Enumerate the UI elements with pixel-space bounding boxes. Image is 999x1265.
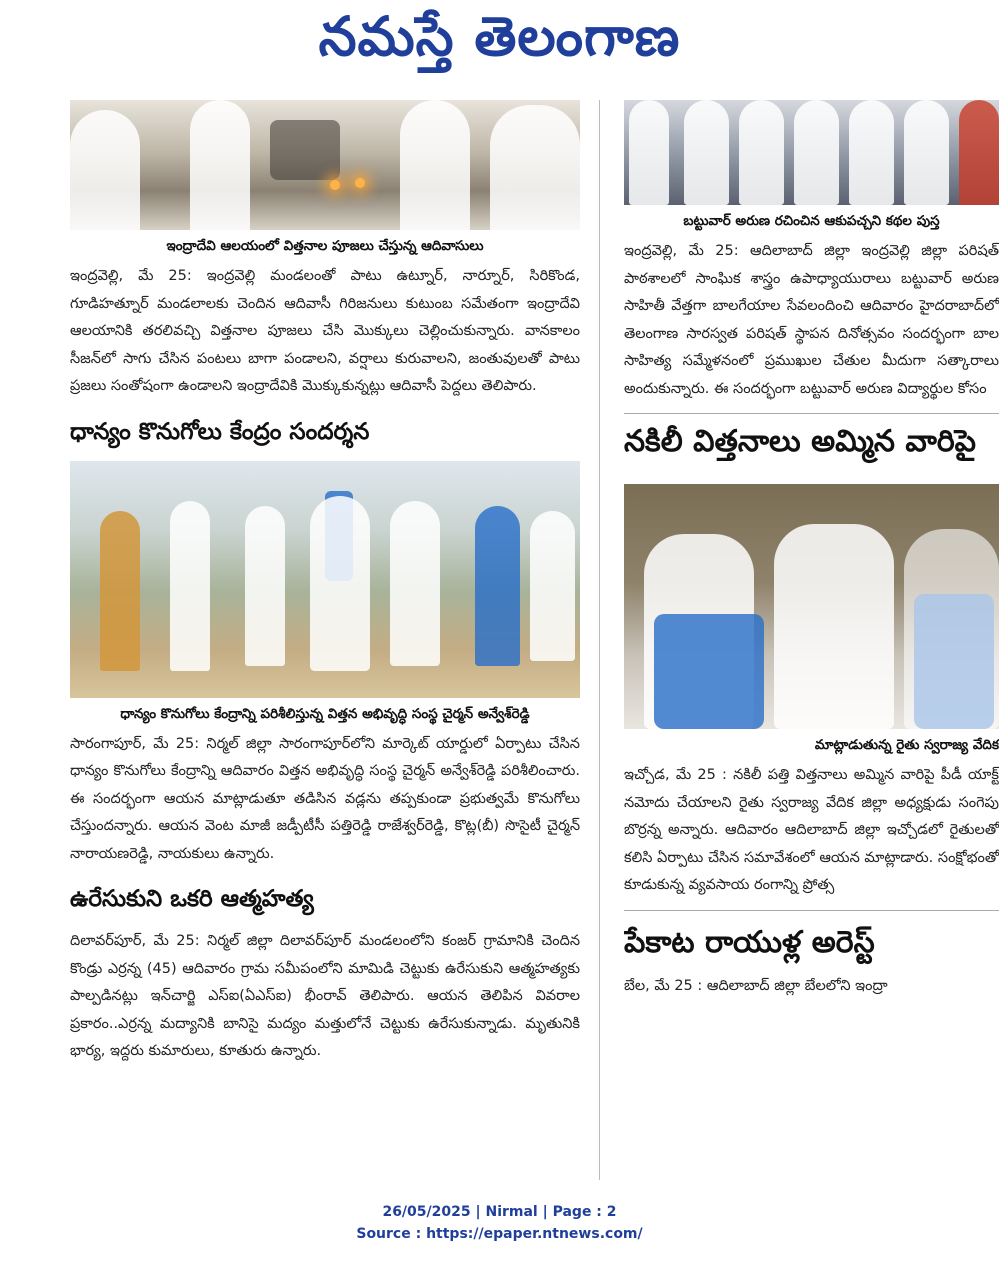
temple-photo — [70, 100, 580, 230]
suicide-story-body: దిలావర్‌పూర్, మే 25: నిర్మల్ జిల్లా దిలావర్‌పూర్ మండలంలోని కంజర్ గ్రామానికి చెందిన కొండ్రు ఎర్రన్న (45) ఆదివారం గ్రామ సమీపంలోని మామిడి చెట్టుకు ఉరేసుకుని ఆత్మహత్యకు పాల్పడినట్లు ఇన్‌చార్జి ఎస్ఐ(ఏఎస్ఐ) భీంరావ్ తెలిపారు. ఆయన తెలిపిన వివరాల ప్రకారం..ఎర్రన్న మద్యానికి బానిసై మద్యం మత్తులోనే చెట్టుకు ఉరేసుకున్నాడు. మృతునికి భార్య, ఇద్దరు కుమారులు, కూతురు ఉన్నారు. — [70, 933, 580, 1059]
source-link[interactable]: Source : https://epaper.ntnews.com/ — [356, 1226, 643, 1242]
temple-photo-caption: ఇంద్రాదేవి ఆలయంలో విత్తనాల పూజలు చేస్తున్న ఆదివాసులు — [166, 238, 484, 254]
masthead: నమస్తే తెలంగాణ — [318, 4, 681, 68]
farmers-photo-caption: మాట్లాడుతున్న రైతు స్వరాజ్య వేదిక — [814, 737, 999, 753]
section-rule-2 — [624, 910, 999, 911]
book-release-photo — [624, 100, 999, 205]
gambling-arrest-headline: పేకాట రాయుళ్ల అరెస్ట్ — [624, 924, 875, 960]
edition-info: 26/05/2025 | Nirmal | Page : 2 — [382, 1204, 617, 1220]
page-footer — [0, 1201, 999, 1245]
farmers-photo — [624, 484, 999, 729]
grain-center-photo — [70, 461, 580, 698]
section-rule — [624, 413, 999, 414]
fake-seeds-story-body: ఇచ్చోడ, మే 25 : నకిలీ పత్తి విత్తనాలు అమ్మిన వారిపై పీడీ యాక్ట్ నమోదు చేయాలని రైతు స్వరాజ్య వేదిక జిల్లా అధ్యక్షుడు సంగెపు బొర్రన్న అన్నారు. ఆదివారం ఆదిలాబాద్ జిల్లా ఇచ్చోడలో రైతులతో కలిసి ఏర్పాటు చేసిన సమావేశంలో ఆయన మాట్లాడారు. సంక్షోభంతో కూడుకున్న వ్యవసాయ రంగాన్ని ప్రోత్స — [624, 767, 999, 893]
grain-center-story-body: సారంగాపూర్, మే 25: నిర్మల్ జిల్లా సారంగాపూర్‌లోని మార్కెట్ యార్డులో ఏర్పాటు చేసిన ధాన్యం కొనుగోలు కేంద్రాన్ని ఆదివారం విత్తన అభివృద్ధి సంస్థ చైర్మన్ అన్వేశ్‌రెడ్డి పరిశీలించారు. ఈ సందర్భంగా ఆయన మాట్లాడుతూ తడిసిన వడ్లను తప్పకుండా ప్రభుత్వమే కొనుగోలు చేస్తుందన్నారు. ఆయన వెంట మాజీ జడ్పీటీసీ పత్తిరెడ్డి రాజేశ్వర్‌రెడ్డి, కొట్ల(బీ) సొసైటీ చైర్మన్ నారాయణరెడ్డి, నాయకులు ఉన్నారు. — [70, 735, 580, 862]
suicide-headline: ఉరేసుకుని ఒకరి ఆత్మహత్య — [70, 886, 314, 912]
column-divider — [599, 100, 600, 1180]
gambling-arrest-story-body: బేల, మే 25 : ఆదిలాబాద్ జిల్లా బేలలోని ఇంద్రా — [624, 977, 888, 994]
fake-seeds-headline: నకిలీ విత్తనాలు అమ్మిన వారిపై — [624, 424, 976, 459]
grain-center-photo-caption: ధాన్యం కొనుగోలు కేంద్రాన్ని పరిశీలిస్తున్న విత్తన అభివృద్ధి సంస్థ చైర్మన్ అన్వేశ్‌రెడ్డి — [120, 705, 530, 722]
left-column — [70, 100, 580, 1066]
right-column — [624, 100, 999, 1000]
grain-center-headline: ధాన్యం కొనుగోలు కేంద్రం సందర్శన — [70, 418, 370, 445]
temple-story-body: ఇంద్రవెల్లి, మే 25: ఇంద్రవెల్లి మండలంతో పాటు ఉట్నూర్, నార్నూర్, సిరికొండ, గూడిహత్నూర్ మండలాలకు చెందిన ఆదివాసీ గిరిజనులు కుటుంబ సమేతంగా ఇంద్రాదేవి ఆలయానికి తరలివచ్చి విత్తనాల పూజలు చేసి మొక్కులు చెల్లించుకున్నారు. వానకాలం సీజన్‌లో సాగు చేసిన పంటలు బాగా పండాలని, వర్షాలు కురువాలని, జంతువులతో పాటు ప్రజలు సంతోషంగా ఉండాలని ఇంద్రాదేవికి మొక్కుకున్నట్లు ఆదివాసీ పెద్దలు తెలిపారు. — [70, 268, 580, 394]
book-release-photo-caption: బట్టువార్ అరుణ రచించిన ఆకుపచ్చని కథల పుస్త — [683, 213, 940, 229]
book-release-story-body: ఇంద్రవెల్లి, మే 25: ఆదిలాబాద్ జిల్లా ఇంద్రవెల్లి జిల్లా పరిషత్ పాఠశాలలో సాంఘిక శాస్త్రం ఉపాధ్యాయురాలు బట్టువార్ అరుణ సాహితీ వేత్తగా బాలగేయాల సేవలందించి ఆదివారం హైదరాబాద్‌లో తెలంగాణ సారస్వత పరిషత్ స్థాపన దినోత్సవం సందర్భంగా బాల సాహిత్య సమ్మేళనంలో ప్రముఖుల చేతుల మీదుగా సత్కారాలు అందుకున్నారు. ఈ సందర్భంగా బట్టువార్ అరుణ విద్యార్థుల కోసం — [624, 243, 999, 397]
